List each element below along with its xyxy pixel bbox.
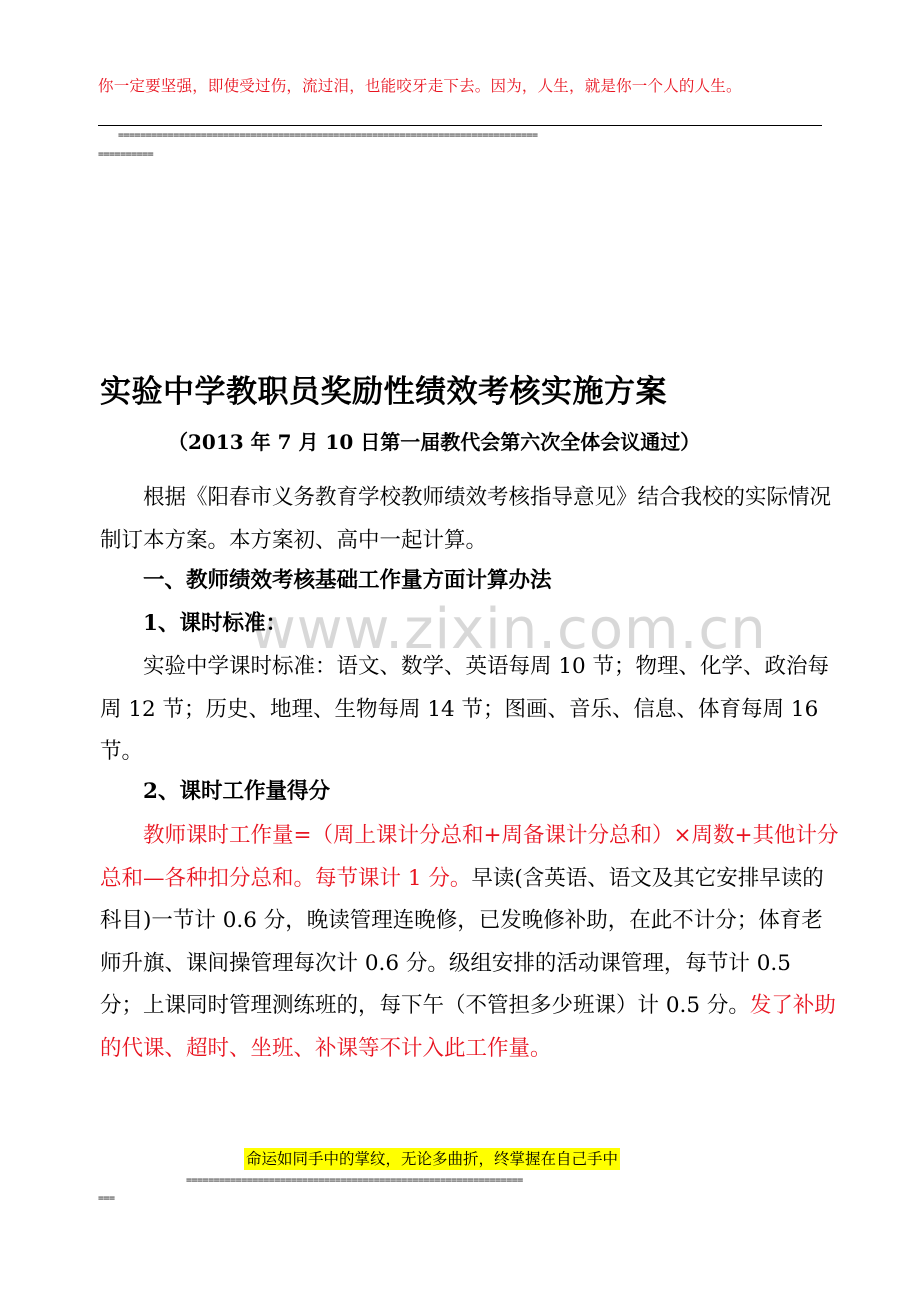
document-subtitle: （2013 年 7 月 10 日第一届教代会第六次全体会议通过）	[168, 430, 701, 454]
formula-text: 教师课时工作量=（周上课计分总和+周备课计分总和）×周数+其他计分总和—各种扣分总和。	[100, 823, 839, 891]
intro-paragraph: 根据《阳春市义务教育学校教师绩效考核指导意见》结合我校的实际情况制订本方案。本方案初、高中一起计算。	[100, 485, 832, 553]
item-heading-1: 1、课时标准：	[143, 611, 287, 636]
header-rule	[98, 125, 822, 126]
rule-text: 每节课计 1 分。	[315, 865, 472, 891]
section-heading-1: 一、教师绩效考核基础工作量方面计算办法	[143, 568, 552, 593]
item-heading-2: 2、课时工作量得分	[143, 779, 330, 804]
footer-separator-line-continued: ===	[98, 1193, 115, 1204]
footer-motto: 命运如同手中的掌纹，无论多曲折，终掌握在自己手中	[246, 1150, 619, 1168]
item-2-body-text: 早读(含英语、语文及其它安排早读的科目)一节计 0.6 分，晚读管理连晚修，已发晚修补助，在此不计分；体育老师升旗、课间操管理每次计 0.6 分。级组安排的活动课管理，每节计 0.5 分；上课同时管理测练班的，每下午（不管担多少班课）计 0.5 分。	[100, 865, 824, 1018]
item-1-paragraph: 实验中学课时标准：语文、数学、英语每周 10 节；物理、化学、政治每周 12 节；历史、地理、生物每周 14 节；图画、音乐、信息、体育每周 16 节。	[100, 654, 830, 764]
header-motto: 你一定要坚强，即使受过伤，流过泪，也能咬牙走下去。因为，人生，就是你一个人的人生。	[98, 77, 742, 95]
watermark: www.zixin.com.cn	[250, 597, 767, 662]
footer-separator-line: =============================================================	[186, 1175, 523, 1186]
header-separator-line-continued: ==========	[98, 149, 154, 160]
header-separator-line: ============================================================================	[118, 130, 538, 141]
item-2-paragraph	[100, 815, 840, 1070]
document-title: 实验中学教职员奖励性绩效考核实施方案	[100, 374, 667, 410]
note-text: 发了补助的代课、超时、坐班、补课等不计入此工作量。	[100, 993, 836, 1061]
